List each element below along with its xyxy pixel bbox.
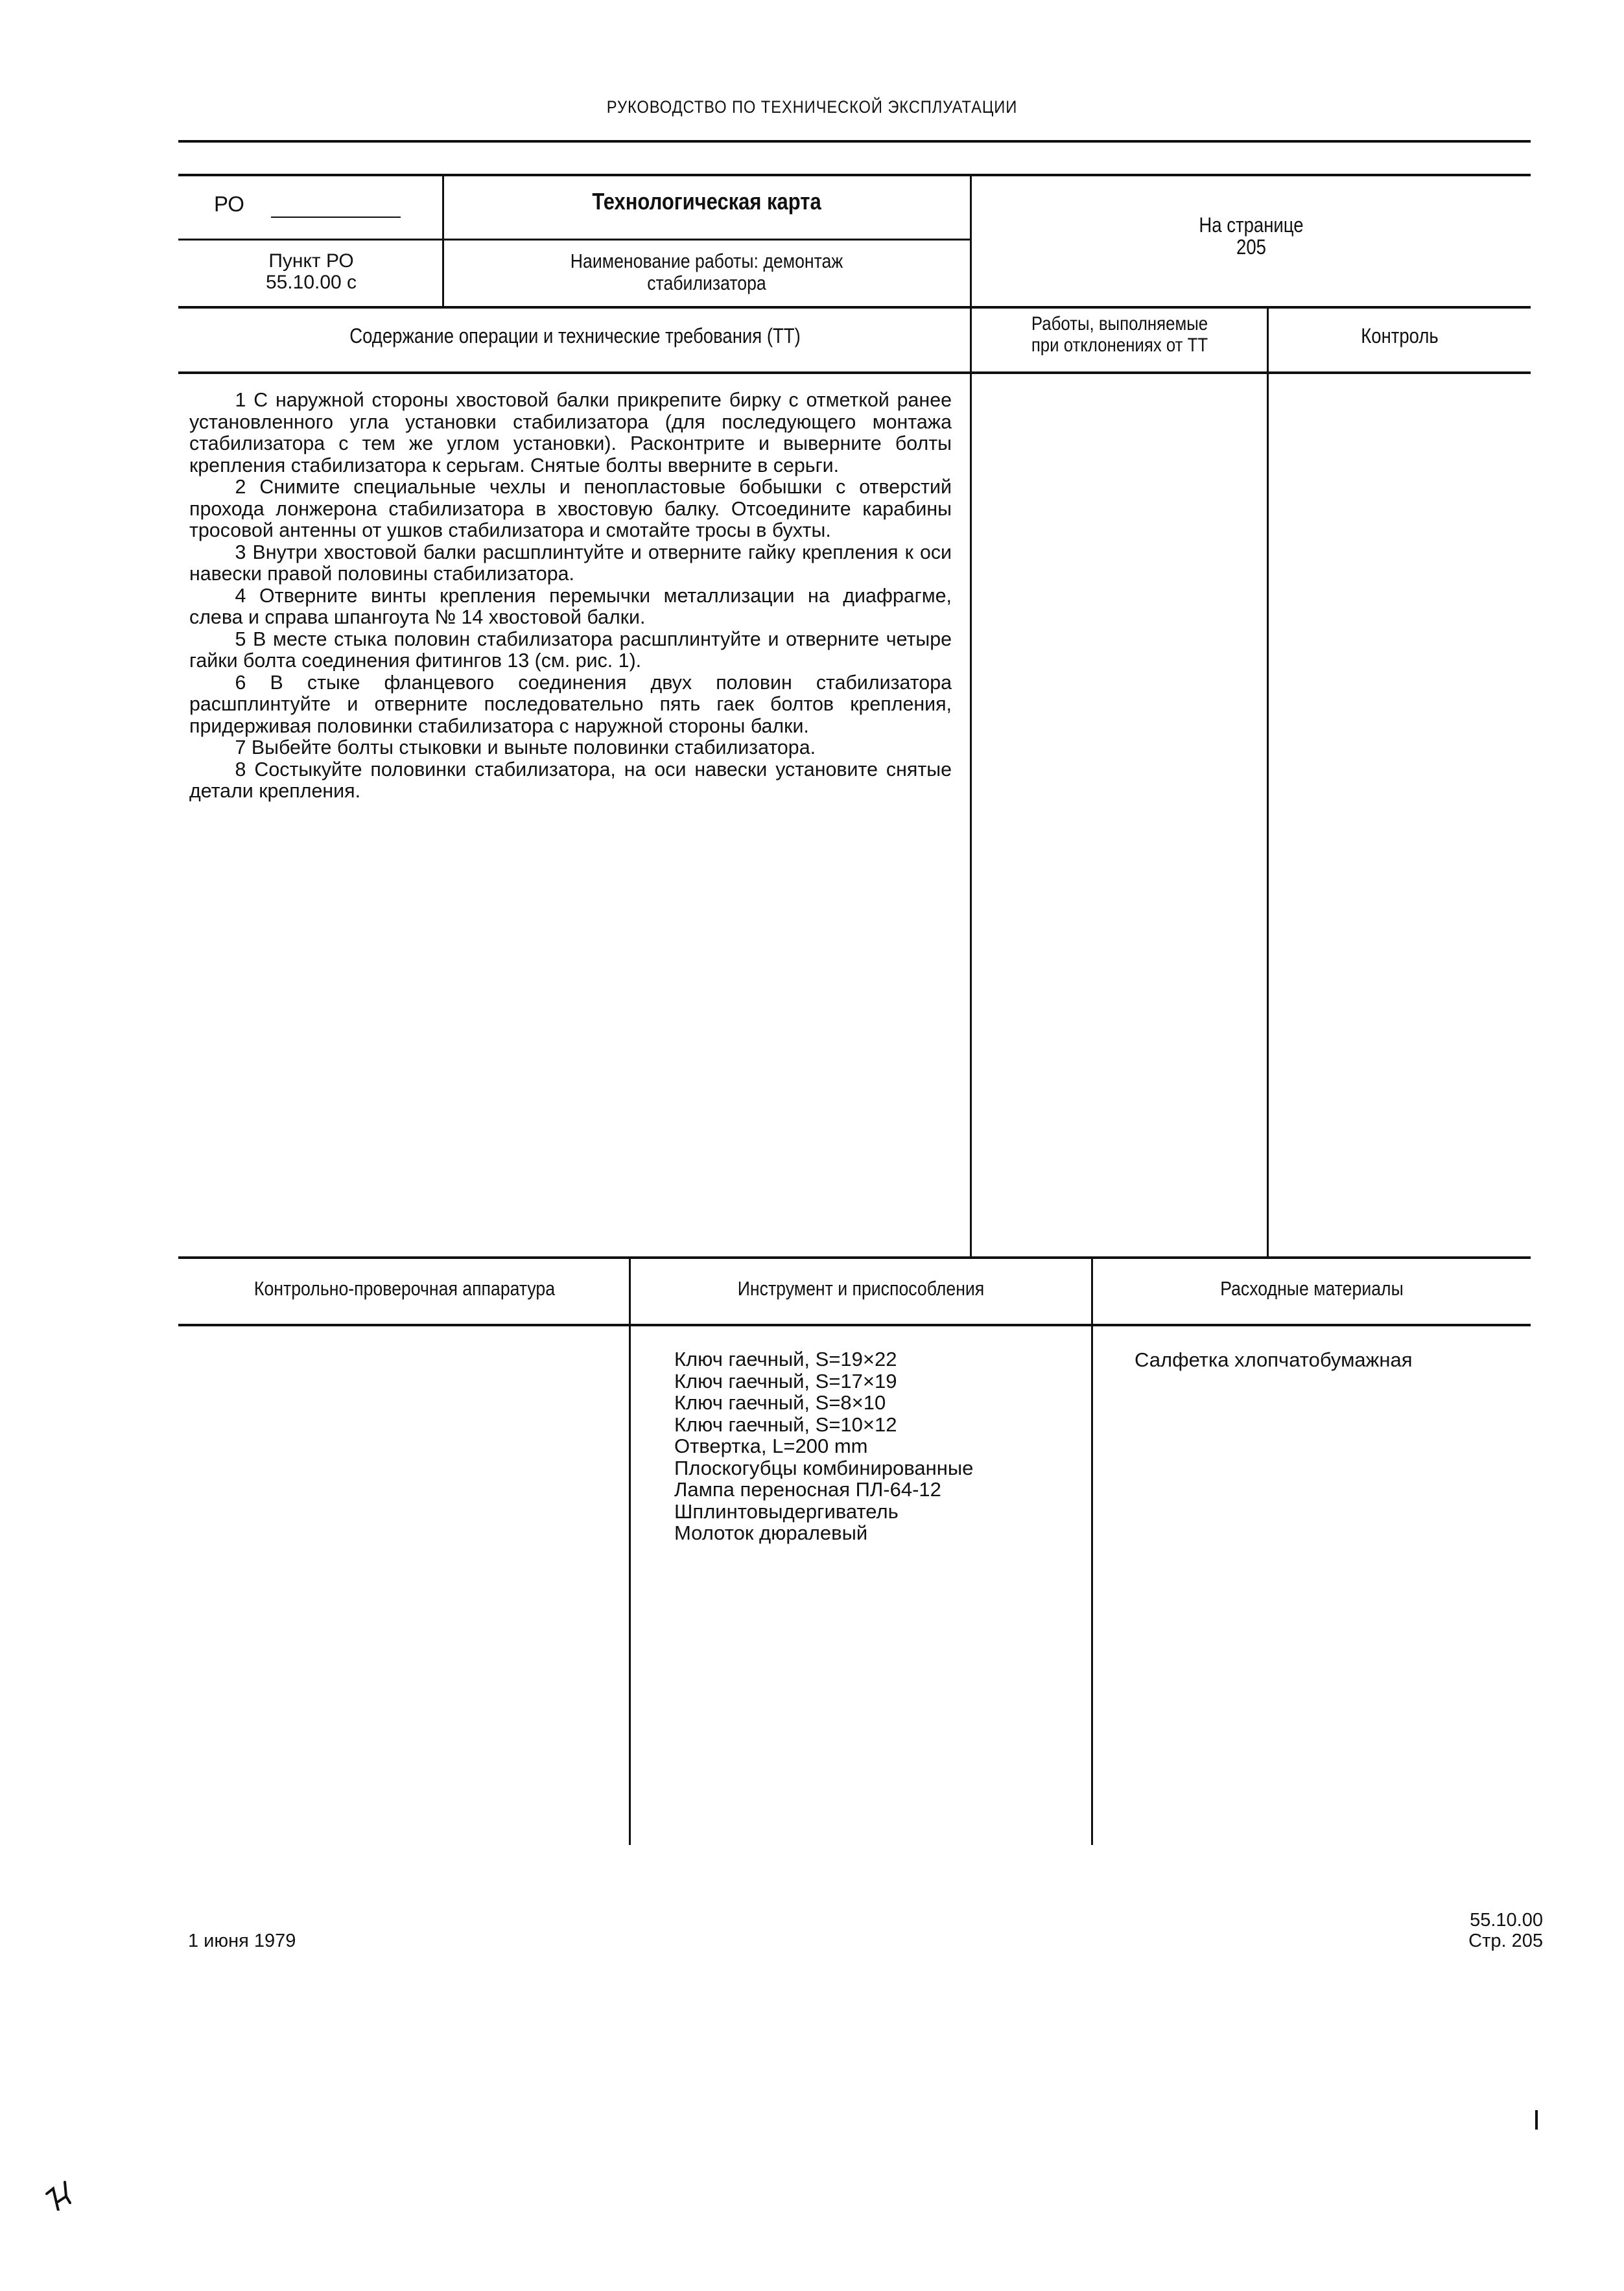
ro-blank-field <box>271 217 401 218</box>
lower-divider-1 <box>629 1256 631 1845</box>
footer-section-code: 55.10.00 <box>1470 1910 1543 1931</box>
title-row-divider <box>178 239 971 241</box>
tool-item: Плоскогубцы комбинированные <box>674 1456 974 1479</box>
lower-header-bottom-border <box>178 1324 1531 1326</box>
top-rule <box>178 140 1531 143</box>
operation-step: 1 С наружной стороны хвостовой балки прикрепите бирку с отметкой ранее установленного угла установки стабилизатора (для последующего монтажа стабилизатора с тем же углом установки). Расконтрите и выверните болты крепления стабилизатора к серьгам. Снятые болты вверните в серьги. <box>189 388 952 476</box>
col-deviations-line1: Работы, выполняемые <box>1031 313 1208 335</box>
tool-item: Ключ гаечный, S=10×12 <box>674 1413 897 1436</box>
operation-step: 8 Состыкуйте половинки стабилизатора, на оси навески установите снятые детали крепления. <box>189 757 952 802</box>
ro-label: РО <box>214 192 244 216</box>
operation-step: 6 В стыке фланцевого соединения двух половин стабилизатора расшплинтуйте и отверните последовательно пять гаек болтов крепления, придерживая половинки стабилизатора с наружной стороны балки. <box>189 670 952 737</box>
item-ref <box>180 250 442 293</box>
operation-step: 4 Отверните винты крепления перемычки металлизации на диафрагме, слева и справа шпангоута № 14 хвостовой балки. <box>189 583 952 628</box>
header-left-divider <box>442 174 444 307</box>
tool-item: Ключ гаечный, S=17×19 <box>674 1369 897 1392</box>
col-deviations-header <box>993 313 1246 356</box>
footer-date: 1 июня 1979 <box>188 1931 296 1951</box>
materials-list <box>1135 1348 1413 1372</box>
running-title: РУКОВОДСТВО ПО ТЕХНИЧЕСКОЙ ЭКСПЛУАТАЦИИ <box>606 97 1018 117</box>
tool-item: Лампа переносная ПЛ-64-12 <box>674 1478 941 1501</box>
card-title: Технологическая карта <box>592 188 821 215</box>
operation-step: 7 Выбейте болты стыковки и выньте половинки стабилизатора. <box>235 736 816 758</box>
tool-item: Молоток дюралевый <box>674 1521 868 1544</box>
operation-step: 5 В месте стыка половин стабилизатора расшплинтуйте и отверните четыре гайки болта соединения фитингов 13 (см. рис. 1). <box>189 627 952 672</box>
table-top-border <box>178 174 1531 176</box>
item-code: 55.10.00 с <box>265 272 357 293</box>
page-ref-label: На странице <box>1199 213 1304 237</box>
tool-item: Шплинтовыдергиватель <box>674 1499 899 1523</box>
col-materials-header: Расходные материалы <box>1220 1277 1404 1300</box>
work-name <box>481 250 933 294</box>
margin-mark <box>1535 2110 1538 2130</box>
main-divider-2 <box>1267 306 1269 1258</box>
handwritten-mark-icon <box>39 2159 91 2211</box>
footer-page-number: Стр. 205 <box>1468 1931 1543 1951</box>
operations-list <box>189 389 967 802</box>
tool-item: Ключ гаечный, S=8×10 <box>674 1391 886 1414</box>
main-body-bottom-border <box>178 1256 1531 1259</box>
tool-item: Ключ гаечный, S=19×22 <box>674 1348 897 1370</box>
col-equipment-header: Контрольно-проверочная аппаратура <box>253 1277 556 1300</box>
item-label: Пункт РО <box>268 250 354 272</box>
col-operations-header: Содержание операции и технические требования (ТТ) <box>349 324 801 347</box>
work-name-line1: Наименование работы: демонтаж <box>570 250 843 272</box>
operation-step: 3 Внутри хвостовой балки расшплинтуйте и отверните гайку крепления к оси навески правой половины стабилизатора. <box>189 540 952 585</box>
tool-item: Отвертка, L=200 mm <box>674 1435 868 1457</box>
main-divider-1 <box>970 174 972 1258</box>
tools-list <box>674 1348 973 1544</box>
operation-step: 2 Снимите специальные чехлы и пенопластовые бобышки с отверстий прохода лонжерона стабилизатора в хвостовую балку. Отсоедините карабины тросовой антенны от ушков стабилизатора и смотайте тросы в бухты. <box>189 475 952 541</box>
footer-page-ref <box>1468 1910 1543 1951</box>
col-deviations-line2: при отклонениях от ТТ <box>1031 335 1208 356</box>
header-bottom-border <box>178 306 1531 309</box>
column-header-bottom-border <box>178 371 1531 374</box>
lower-divider-2 <box>1091 1256 1093 1845</box>
material-item: Салфетка хлопчатобумажная <box>1135 1348 1413 1371</box>
col-control-header: Контроль <box>1361 324 1439 347</box>
page-ref <box>1011 214 1491 258</box>
work-name-line2: стабилизатора <box>647 272 766 294</box>
col-tools-header: Инструмент и приспособления <box>737 1277 985 1300</box>
page-ref-number: 205 <box>1236 235 1266 259</box>
